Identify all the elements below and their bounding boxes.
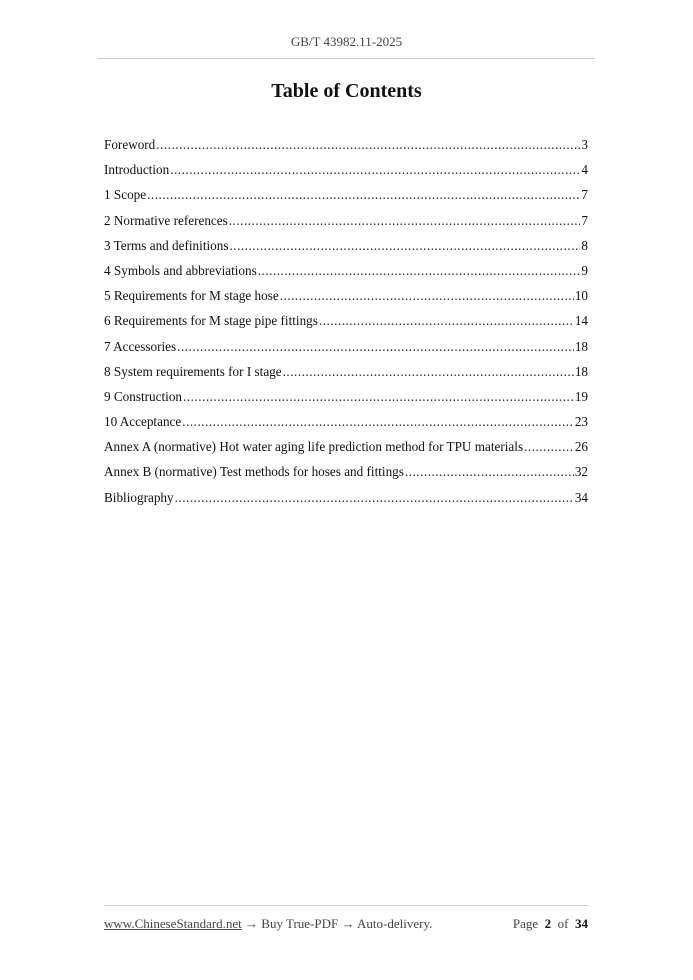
toc-entry-page: 18 <box>574 363 588 379</box>
promo-text: → Buy True-PDF → Auto-delivery. <box>241 916 433 931</box>
toc-entry-page: 18 <box>574 338 588 354</box>
toc-entry-normative-references[interactable] <box>104 210 588 235</box>
toc-entry-m-stage-pipe-fittings[interactable] <box>104 310 588 335</box>
toc-entry-label: Annex B (normative) Test methods for hoses and fittings <box>104 464 404 480</box>
document-code-header: GB/T 43982.11-2025 <box>290 34 403 49</box>
toc-entry-page: 8 <box>581 237 588 253</box>
toc-entry-accessories[interactable] <box>104 336 588 361</box>
toc-entry-label: 9 Construction <box>104 388 183 404</box>
dot-leader <box>156 134 580 156</box>
toc-entry-label: 5 Requirements for M stage hose <box>104 288 279 304</box>
dot-leader <box>258 260 581 282</box>
toc-entry-label: 4 Symbols and abbreviations <box>104 262 257 278</box>
toc-entry-annex-a[interactable] <box>104 436 588 461</box>
toc-entry-m-stage-hose[interactable] <box>104 285 588 310</box>
toc-entry-terms-and-definitions[interactable] <box>104 235 588 260</box>
page-footer <box>104 916 588 932</box>
page-title: Table of Contents <box>271 80 422 102</box>
toc-entry-introduction[interactable] <box>104 159 588 184</box>
dot-leader <box>405 461 574 483</box>
dot-leader <box>147 184 580 206</box>
toc-entry-page: 4 <box>581 162 588 178</box>
toc-entry-label: 10 Acceptance <box>104 414 182 430</box>
dot-leader <box>177 336 574 358</box>
toc-entry-label: 3 Terms and definitions <box>104 237 229 253</box>
toc-entry-page: 23 <box>574 414 588 430</box>
footer-divider <box>104 905 588 906</box>
page-word: Page <box>512 916 539 931</box>
dot-leader <box>524 436 574 458</box>
dot-leader <box>183 386 574 408</box>
toc-entry-page: 32 <box>574 464 588 480</box>
header-divider <box>98 58 595 59</box>
toc-entry-page: 7 <box>581 187 588 203</box>
dot-leader <box>319 310 574 332</box>
toc-entry-label: Bibliography <box>104 489 174 505</box>
page-of: of <box>557 916 569 931</box>
toc-entry-page: 10 <box>574 288 588 304</box>
toc-entry-construction[interactable] <box>104 386 588 411</box>
toc-entry-label: 6 Requirements for M stage pipe fittings <box>104 313 318 329</box>
toc-entry-label: 8 System requirements for I stage <box>104 363 282 379</box>
dot-leader <box>175 487 574 509</box>
toc-list <box>104 134 588 512</box>
dot-leader <box>229 235 580 257</box>
page-current: 2 <box>544 916 552 931</box>
toc-entry-page: 19 <box>574 388 588 404</box>
toc-entry-page: 14 <box>574 313 588 329</box>
toc-entry-label: Foreword <box>104 137 156 152</box>
toc-entry-page: 7 <box>581 212 588 228</box>
dot-leader <box>283 361 574 383</box>
toc-entry-symbols-and-abbreviations[interactable] <box>104 260 588 285</box>
toc-entry-page: 9 <box>581 262 588 278</box>
toc-entry-label: Annex A (normative) Hot water aging life prediction method for TPU materials <box>104 439 524 455</box>
toc-entry-foreword[interactable] <box>104 134 588 159</box>
dot-leader <box>229 210 581 232</box>
site-url[interactable]: www.ChineseStandard.net <box>104 916 242 931</box>
toc-entry-bibliography[interactable] <box>104 487 588 512</box>
dot-leader <box>182 411 574 433</box>
page-total: 34 <box>575 916 588 931</box>
toc-entry-page: 3 <box>581 137 588 152</box>
toc-entry-label: Introduction <box>104 162 170 178</box>
dot-leader <box>170 159 580 181</box>
toc-entry-scope[interactable] <box>104 184 588 209</box>
toc-entry-acceptance[interactable] <box>104 411 588 436</box>
toc-entry-label: 7 Accessories <box>104 338 177 354</box>
toc-entry-label: 2 Normative references <box>104 212 228 228</box>
toc-entry-annex-b[interactable] <box>104 461 588 486</box>
toc-entry-i-stage-system[interactable] <box>104 361 588 386</box>
toc-entry-label: 1 Scope <box>104 187 147 203</box>
store-link[interactable] <box>104 916 432 932</box>
toc-entry-page: 34 <box>574 489 588 505</box>
dot-leader <box>280 285 574 307</box>
page-indicator <box>513 916 588 932</box>
toc-entry-page: 26 <box>574 439 588 455</box>
